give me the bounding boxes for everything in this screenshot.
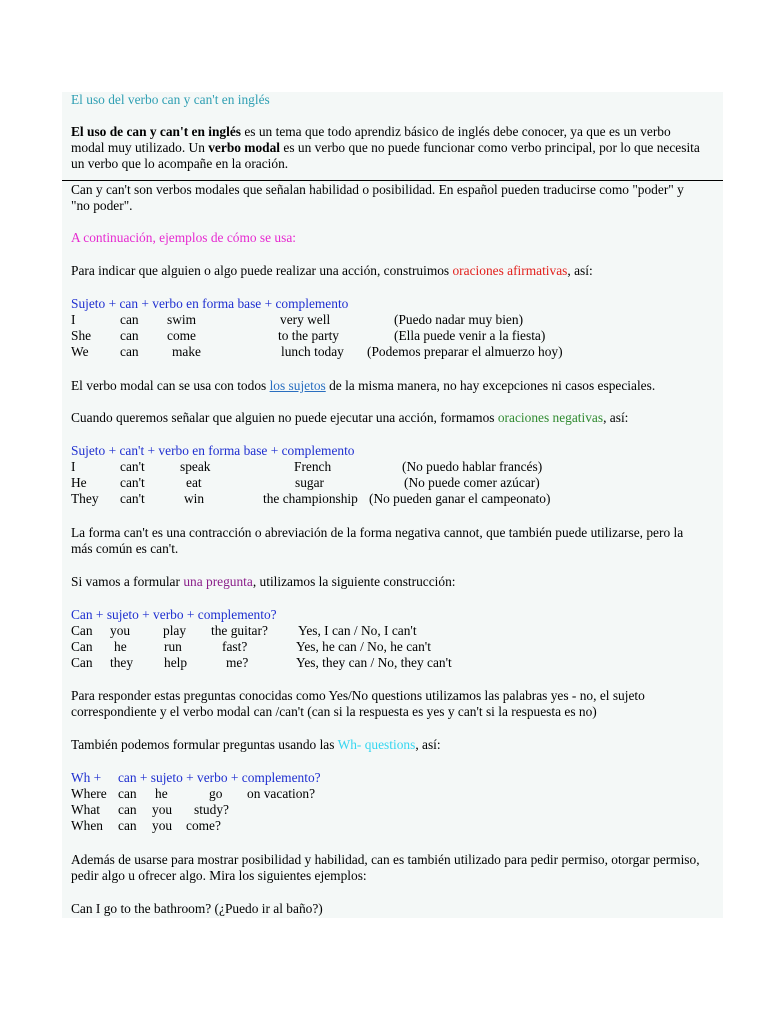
table-cell: you — [152, 818, 173, 833]
affirmative-intro — [71, 263, 593, 279]
subjects-text-a: El verbo modal can se usa con todos — [71, 378, 270, 393]
table-cell: study? — [194, 802, 229, 817]
table-cell: come? — [186, 818, 221, 833]
table-cell: win — [184, 491, 205, 506]
table-cell: (No puede comer azúcar) — [404, 475, 540, 490]
intro-bold-modal: verbo modal — [208, 140, 281, 155]
table-cell: When — [71, 818, 103, 833]
table-cell: She — [71, 328, 92, 343]
formula-question: Can + sujeto + verbo + complemento? — [71, 607, 277, 622]
intro-bold-term: El uso de can y can't en inglés — [71, 124, 242, 139]
table-cell: can — [120, 328, 139, 343]
intro-text-1: es un tema que todo aprendiz básico de inglés debe conocer, ya que es un verbo — [241, 124, 671, 139]
table-cell: can't — [120, 491, 145, 506]
table-cell: Where — [71, 786, 107, 801]
intro-text-2b: es un verbo que no puede funcionar como verbo principal, por lo que necesita — [280, 140, 700, 155]
table-cell: run — [164, 639, 182, 654]
table-cell: (Ella puede venir a la fiesta) — [394, 328, 546, 343]
table-cell: I — [71, 459, 76, 474]
affirmative-highlight: oraciones afirmativas — [452, 263, 568, 278]
table-cell: Yes, I can / No, I can't — [298, 623, 417, 638]
table-cell: What — [71, 802, 100, 817]
table-cell: the guitar? — [211, 623, 268, 638]
negative-highlight: oraciones negativas — [497, 410, 604, 425]
table-cell: the championship — [263, 491, 358, 506]
yesno-line-1: Para responder estas preguntas conocidas como Yes/No questions utilizamos las palabras yes - no, el sujeto — [71, 688, 645, 703]
table-cell: Yes, they can / No, they can't — [296, 655, 452, 670]
table-cell: eat — [186, 475, 202, 490]
yesno-line-2: correspondiente y el verbo modal can /can't (can si la respuesta es yes y can't si la respuesta es no) — [71, 704, 597, 719]
examples-heading: A continuación, ejemplos de cómo se usa: — [71, 230, 296, 245]
negative-text-a: Cuando queremos señalar que alguien no puede ejecutar una acción, formamos — [71, 410, 498, 425]
table-cell: speak — [180, 459, 211, 474]
p1-line-1: Can y can't son verbos modales que señalan habilidad o posibilidad. En español pueden traducirse como "poder" y — [71, 182, 684, 197]
p1-line-2: "no poder". — [71, 198, 133, 213]
table-cell: they — [110, 655, 134, 670]
cannot-line-2: más común es can't. — [71, 541, 179, 556]
table-cell: to the party — [278, 328, 339, 343]
intro-text-2a: modal muy utilizado. Un — [71, 140, 209, 155]
formula-affirmative: Sujeto + can + verbo en forma base + complemento — [71, 296, 349, 311]
cannot-line-1: La forma can't es una contracción o abreviación de la forma negativa cannot, que también puede utilizarse, pero la — [71, 525, 684, 540]
permission-line-2: pedir algo u ofrecer algo. Mira los siguientes ejemplos: — [71, 868, 367, 883]
table-cell: (No puedo hablar francés) — [402, 459, 543, 474]
question-intro — [71, 574, 456, 590]
table-cell: can't — [120, 459, 145, 474]
question-text-a: Si vamos a formular — [71, 574, 184, 589]
wh-highlight: Wh- questions — [337, 737, 416, 752]
subjects-text-b: de la misma manera, no hay excepciones ni casos especiales. — [325, 378, 656, 393]
table-cell: can — [120, 312, 139, 327]
wh-text-b: , así: — [415, 737, 441, 752]
permission-line-1: Además de usarse para mostrar posibilidad y habilidad, can es también utilizado para pedir permiso, otorgar permiso, — [71, 852, 700, 867]
question-highlight: una pregunta — [183, 574, 253, 589]
table-cell: can — [120, 344, 139, 359]
table-cell: can — [118, 818, 137, 833]
table-cell: very well — [280, 312, 331, 327]
table-cell: I — [71, 312, 76, 327]
formula-wh: Wh + can + sujeto + verbo + complemento? — [71, 770, 321, 785]
table-cell: They — [71, 491, 99, 506]
subjects-link[interactable]: los sujetos — [269, 378, 326, 393]
table-cell: he — [155, 786, 168, 801]
table-cell: (Podemos preparar el almuerzo hoy) — [367, 344, 563, 359]
intro-line-3: un verbo que lo acompañe en la oración. — [71, 156, 289, 171]
negative-text-b: , así: — [603, 410, 629, 425]
table-cell: Can — [71, 623, 93, 638]
table-cell: Yes, he can / No, he can't — [296, 639, 431, 654]
table-cell: can — [118, 802, 137, 817]
table-cell: He — [71, 475, 87, 490]
table-cell: fast? — [222, 639, 248, 654]
table-cell: swim — [167, 312, 197, 327]
table-cell: can — [118, 786, 137, 801]
wh-text-a: También podemos formular preguntas usando las — [71, 737, 338, 752]
table-cell: lunch today — [281, 344, 344, 359]
table-cell: on vacation? — [247, 786, 316, 801]
table-cell: (Puedo nadar muy bien) — [394, 312, 524, 327]
table-cell: We — [71, 344, 89, 359]
horizontal-divider — [62, 180, 723, 181]
intro-line-2 — [71, 140, 700, 156]
table-cell: French — [294, 459, 332, 474]
example-bathroom: Can I go to the bathroom? (¿Puedo ir al baño?) — [71, 901, 323, 916]
table-cell: make — [172, 344, 201, 359]
table-cell: you — [110, 623, 131, 638]
table-cell: can't — [120, 475, 145, 490]
table-cell: you — [152, 802, 173, 817]
question-text-b: , utilizamos la siguiente construcción: — [252, 574, 456, 589]
table-cell: sugar — [295, 475, 325, 490]
affirmative-text-a: Para indicar que alguien o algo puede realizar una acción, construimos — [71, 263, 453, 278]
table-cell: Can — [71, 655, 93, 670]
wh-intro — [71, 737, 441, 753]
intro-line-1 — [71, 124, 671, 140]
table-cell: come — [167, 328, 196, 343]
table-cell: go — [209, 786, 223, 801]
table-cell: he — [114, 639, 127, 654]
table-cell: me? — [226, 655, 249, 670]
document-title: El uso del verbo can y can't en inglés — [71, 92, 270, 107]
formula-negative: Sujeto + can't + verbo en forma base + complemento — [71, 443, 355, 458]
table-cell: play — [163, 623, 187, 638]
table-cell: (No pueden ganar el campeonato) — [369, 491, 551, 506]
table-cell: Can — [71, 639, 93, 654]
negative-intro — [71, 410, 628, 426]
subjects-paragraph — [71, 378, 655, 394]
affirmative-text-b: , así: — [567, 263, 593, 278]
document-page — [62, 92, 723, 918]
table-cell: help — [164, 655, 188, 670]
